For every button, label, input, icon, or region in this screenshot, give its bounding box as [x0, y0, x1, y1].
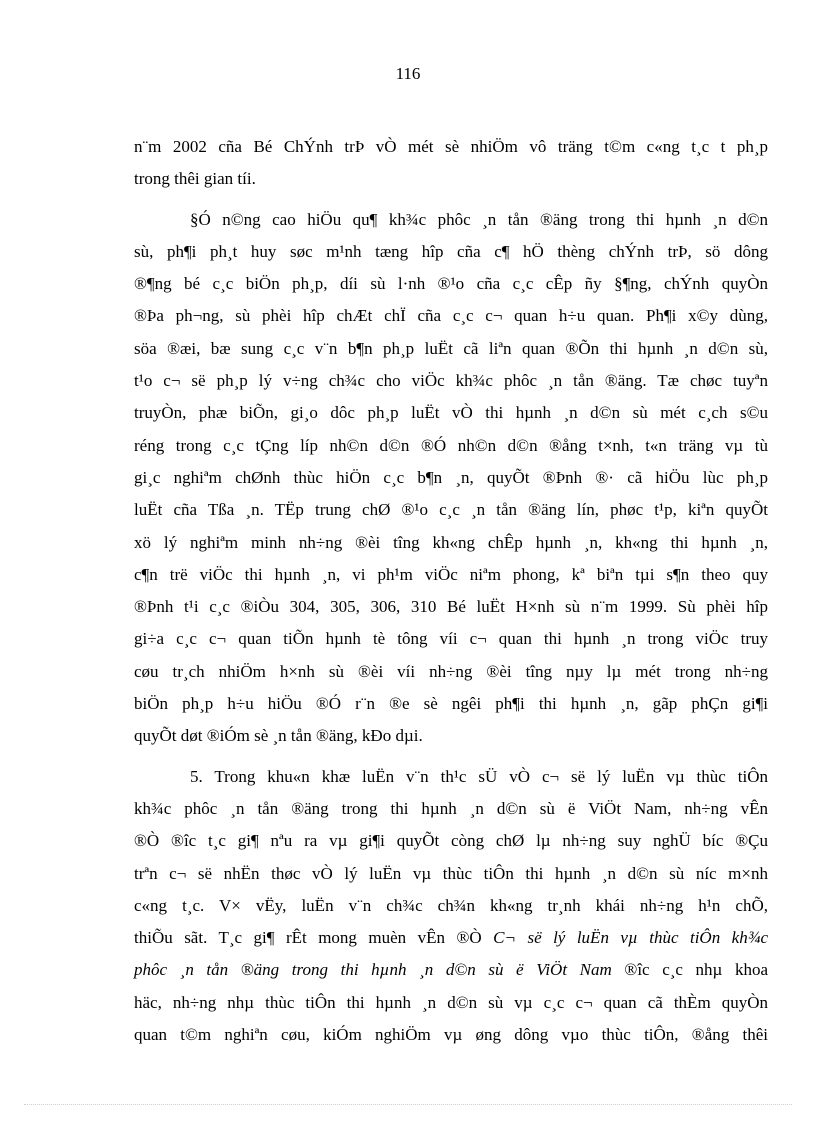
text-line: ®Ò ®îc t¸c gi¶ nªu ra vµ gi¶i quyÕt còng chØ lµ nh÷ng suy nghÜ bíc ®Çu	[134, 831, 768, 851]
text-line: réng trong c¸c tÇng líp nh©n d©n ®Ó nh©n d©n ®ång t×nh, t«n träng vµ tù	[134, 435, 768, 455]
text-line: biÖn ph¸p h÷u hiÖu ®Ó r¨n ®e sè ngêi ph¶i thi hµnh ¸n, gãp phÇn gi¶i	[134, 694, 768, 714]
text-line: trong thêi gian tíi.	[134, 169, 256, 189]
text-line: gi÷a c¸c c¬ quan tiÕn hµnh tè tông víi c¬ quan thi hµnh ¸n trong viÖc truy	[134, 629, 768, 649]
page-bottom-border	[24, 1104, 792, 1105]
text-line: c¶n trë viÖc thi hµnh ¸n, vi ph¹m viÖc niªm phong, kª biªn tµi s¶n theo quy	[134, 564, 768, 584]
text-line: cøu tr¸ch nhiÖm h×nh sù ®èi víi nh÷ng ®èi tîng nµy lµ mét trong nh÷ng	[134, 661, 768, 681]
text-line: t¹o c¬ së ph¸p lý v÷ng ch¾c cho viÖc kh¾c phôc ¸n tån ®äng. Tæ chøc tuyªn	[134, 371, 768, 391]
text-line: quyÕt døt ®iÓm sè ¸n tån ®äng, kÐo dµi.	[134, 726, 423, 746]
text-run: ®îc c¸c nhµ khoa	[611, 960, 769, 980]
document-body	[134, 131, 768, 1051]
page-number: 116	[395, 64, 421, 83]
text-line: ®Þa ph¬ng, sù phèi hîp chÆt chÏ cña c¸c c¬ quan h÷u quan. Ph¶i x©y dùng,	[134, 306, 768, 326]
text-line: sù, ph¶i ph¸t huy søc m¹nh tæng hîp cña c¶ hÖ thèng chÝnh trÞ, sö dông	[134, 241, 768, 261]
paragraph	[134, 204, 768, 753]
text-line: n¨m 2002 cña Bé ChÝnh trÞ vÒ mét sè nhiÖm vô träng t©m c«ng t¸c t ph¸p	[134, 137, 768, 156]
text-line: luËt cña Tßa ¸n. TËp trung chØ ®¹o c¸c ¸n tån ®äng lín, phøc t¹p, kiªn quyÕt	[134, 500, 768, 520]
italic-title-run: C¬ së lý luËn vµ thùc tiÔn kh¾c	[493, 928, 769, 948]
text-line: c«ng t¸c. V× vËy, luËn v¨n ch¾c ch¾n kh«ng tr¸nh khái nh÷ng h¹n chÕ,	[134, 895, 768, 915]
text-line: kh¾c phôc ¸n tån ®äng trong thi hµnh ¸n d©n sù ë ViÖt Nam, nh÷ng vÊn	[134, 798, 768, 818]
text-line: gi¸c nghiªm chØnh thùc hiÖn c¸c b¶n ¸n, quyÕt ®Þnh ®· cã hiÖu lùc ph¸p	[134, 467, 768, 487]
text-line: ®¶ng bé c¸c biÖn ph¸p, díi sù l·nh ®¹o cña c¸c cÊp ñy §¶ng, chÝnh quyÒn	[134, 274, 768, 294]
text-line: häc, nh÷ng nhµ thùc tiÔn thi hµnh ¸n d©n sù vµ c¸c c¬ quan cã thÈm quyÒn	[134, 992, 768, 1012]
text-line: quan t©m nghiªn cøu, kiÓm nghiÖm vµ øng dông vµo thùc tiÔn, ®ång thêi	[134, 1025, 768, 1045]
paragraph	[134, 131, 768, 196]
text-line: xö lý nghiªm minh nh÷ng ®èi tîng kh«ng chÊp hµnh ¸n, kh«ng thi hµnh ¸n,	[134, 532, 768, 552]
text-line: söa ®æi, bæ sung c¸c v¨n b¶n ph¸p luËt cã liªn quan ®Õn thi hµnh ¸n d©n sù,	[134, 338, 768, 358]
text-line-mixed	[134, 954, 768, 986]
text-line: trªn c¬ së nhËn thøc vÒ lý luËn vµ thùc tiÔn thi hµnh ¸n d©n sù níc m×nh	[134, 863, 768, 883]
text-line: §Ó n©ng cao hiÖu qu¶ kh¾c phôc ¸n tån ®äng trong thi hµnh ¸n d©n	[190, 209, 768, 229]
paragraph	[134, 761, 768, 1052]
italic-title-run: phôc ¸n tån ®äng trong thi hµnh ¸n d©n sù ë ViÖt Nam	[134, 960, 612, 980]
text-line: ®Þnh t¹i c¸c ®iÒu 304, 305, 306, 310 Bé luËt H×nh sù n¨m 1999. Sù phèi hîp	[134, 597, 768, 617]
text-line-mixed	[134, 922, 768, 954]
text-line: truyÒn, phæ biÕn, gi¸o dôc ph¸p luËt vÒ thi hµnh ¸n d©n sù mét c¸ch s©u	[134, 403, 768, 423]
text-run: thiÕu sãt. T¸c gi¶ rÊt mong muèn vÊn ®Ò	[134, 928, 494, 948]
text-line: 5. Trong khu«n khæ luËn v¨n th¹c sÜ vÒ c¬ së lý luËn vµ thùc tiÔn	[190, 766, 768, 786]
